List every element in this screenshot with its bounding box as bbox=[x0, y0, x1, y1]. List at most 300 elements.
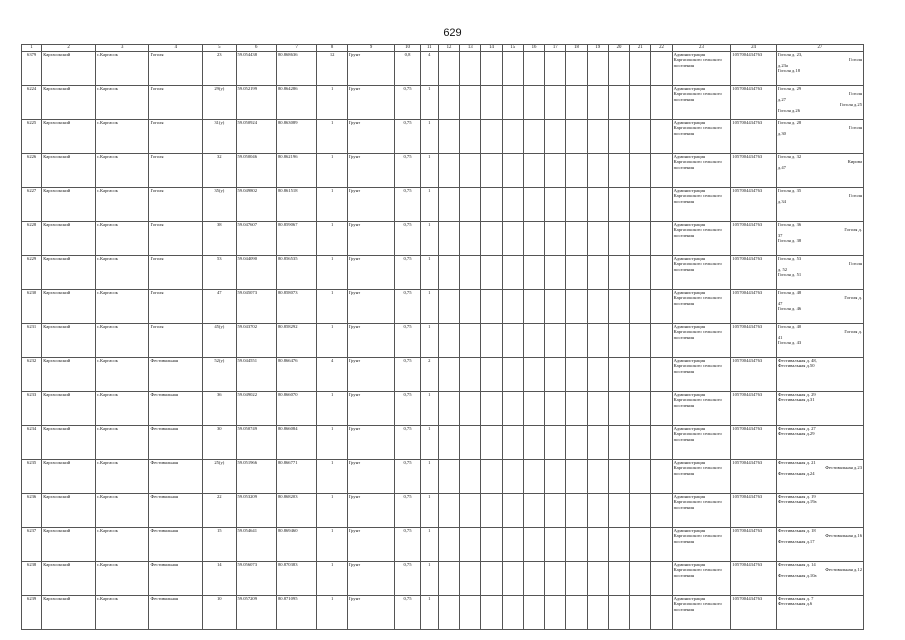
table-cell: 59.054438 bbox=[236, 52, 276, 86]
table-cell bbox=[438, 460, 459, 494]
table-cell: Фестивальная bbox=[149, 460, 203, 494]
column-header: 22 bbox=[651, 45, 672, 52]
address-line: Фестивальная д. 27 bbox=[777, 426, 816, 431]
table-cell bbox=[587, 460, 608, 494]
column-header: 10 bbox=[395, 45, 420, 52]
table-cell bbox=[460, 256, 481, 290]
table-cell bbox=[776, 86, 863, 120]
table-cell: Грунт bbox=[347, 562, 395, 596]
table-cell: 59.044090 bbox=[236, 256, 276, 290]
table-cell bbox=[502, 528, 523, 562]
table-cell bbox=[545, 188, 566, 222]
table-cell bbox=[776, 562, 863, 596]
table-cell bbox=[776, 154, 863, 188]
table-cell: 6224 bbox=[22, 86, 42, 120]
table-cell: Гоголя bbox=[149, 120, 203, 154]
table-cell bbox=[460, 494, 481, 528]
table-cell: Администрация Каргасокского сельского поселения bbox=[672, 392, 731, 426]
table-cell: 1 bbox=[420, 562, 438, 596]
table-row bbox=[22, 426, 864, 460]
table-cell: 10 bbox=[203, 596, 236, 630]
table-cell: 1 bbox=[317, 562, 347, 596]
table-row bbox=[22, 188, 864, 222]
table-cell bbox=[630, 256, 651, 290]
table-cell: 1057004434763 bbox=[731, 52, 777, 86]
table-cell bbox=[438, 188, 459, 222]
table-cell bbox=[776, 222, 863, 256]
column-header: 9 bbox=[347, 45, 395, 52]
table-cell bbox=[545, 460, 566, 494]
table-cell bbox=[438, 324, 459, 358]
table-cell bbox=[481, 528, 502, 562]
table-cell: 1 bbox=[420, 392, 438, 426]
table-cell: 1 bbox=[317, 86, 347, 120]
table-cell: 1 bbox=[317, 154, 347, 188]
table-cell bbox=[630, 528, 651, 562]
table-cell: 1057004434763 bbox=[731, 188, 777, 222]
table-cell bbox=[651, 188, 672, 222]
address-line: д.27 bbox=[777, 96, 786, 102]
table-cell bbox=[651, 596, 672, 630]
table-cell: с.Каргасок bbox=[95, 120, 149, 154]
table-cell: Грунт bbox=[347, 392, 395, 426]
table-cell bbox=[566, 256, 587, 290]
table-cell: 52(у) bbox=[203, 358, 236, 392]
table-cell bbox=[502, 120, 523, 154]
table-cell bbox=[776, 460, 863, 494]
table-cell bbox=[481, 426, 502, 460]
table-cell: 1057004434763 bbox=[731, 290, 777, 324]
column-header: 20 bbox=[608, 45, 629, 52]
table-cell bbox=[523, 494, 544, 528]
table-cell: 59.050924 bbox=[236, 120, 276, 154]
table-cell bbox=[608, 154, 629, 188]
table-cell: 6236 bbox=[22, 494, 42, 528]
table-cell bbox=[460, 426, 481, 460]
table-cell: 1 bbox=[420, 528, 438, 562]
table-cell bbox=[651, 324, 672, 358]
table-cell: Каргасокский bbox=[42, 188, 96, 222]
table-cell bbox=[651, 426, 672, 460]
table-cell: Каргасокский bbox=[42, 222, 96, 256]
table-cell bbox=[523, 324, 544, 358]
table-cell bbox=[566, 494, 587, 528]
table-cell bbox=[502, 460, 523, 494]
table-cell bbox=[481, 188, 502, 222]
table-cell bbox=[545, 256, 566, 290]
table-cell: 32 bbox=[203, 154, 236, 188]
address-line: Гоголя д. 29 bbox=[777, 86, 802, 91]
table-cell: 1 bbox=[420, 120, 438, 154]
table-cell bbox=[438, 52, 459, 86]
table-row bbox=[22, 460, 864, 494]
table-cell bbox=[608, 392, 629, 426]
table-cell: 1057004434763 bbox=[731, 120, 777, 154]
table-cell: 6233 bbox=[22, 392, 42, 426]
table-cell: Каргасокский bbox=[42, 494, 96, 528]
table-cell bbox=[587, 324, 608, 358]
address-line: Гоголя bbox=[849, 261, 862, 267]
table-cell: 6235 bbox=[22, 460, 42, 494]
column-header: 7 bbox=[276, 45, 316, 52]
table-cell bbox=[481, 222, 502, 256]
table-cell bbox=[523, 562, 544, 596]
table-cell: 1057004434763 bbox=[731, 154, 777, 188]
table-cell bbox=[587, 154, 608, 188]
table-cell bbox=[566, 290, 587, 324]
table-cell: 80.866771 bbox=[276, 460, 316, 494]
table-cell: Гоголя bbox=[149, 290, 203, 324]
table-cell: 1057004434763 bbox=[731, 392, 777, 426]
address-line: Гоголя д. 36 bbox=[777, 222, 802, 227]
table-cell: Администрация Каргасокского сельского поселения bbox=[672, 256, 731, 290]
table-cell: 59.049802 bbox=[236, 188, 276, 222]
table-cell bbox=[481, 460, 502, 494]
table-cell bbox=[776, 426, 863, 460]
table-cell bbox=[438, 426, 459, 460]
table-cell bbox=[481, 358, 502, 392]
table-cell: Администрация Каргасокского сельского поселения bbox=[672, 290, 731, 324]
table-cell: Каргасокский bbox=[42, 52, 96, 86]
table-cell bbox=[587, 494, 608, 528]
table-cell bbox=[630, 426, 651, 460]
table-cell bbox=[630, 324, 651, 358]
address-line: Гоголя д. 51 bbox=[777, 272, 802, 278]
table-cell: Администрация Каргасокского сельского поселения bbox=[672, 562, 731, 596]
table-cell bbox=[523, 392, 544, 426]
table-cell bbox=[587, 222, 608, 256]
table-cell: с.Каргасок bbox=[95, 222, 149, 256]
table-row bbox=[22, 528, 864, 562]
table-cell: с.Каргасок bbox=[95, 596, 149, 630]
table-cell: 59.043702 bbox=[236, 324, 276, 358]
table-cell bbox=[523, 460, 544, 494]
table-cell bbox=[651, 120, 672, 154]
table-cell bbox=[545, 494, 566, 528]
table-cell bbox=[460, 188, 481, 222]
table-cell bbox=[587, 120, 608, 154]
table-cell bbox=[630, 222, 651, 256]
table-cell: 1057004434763 bbox=[731, 426, 777, 460]
address-line: Гоголя д. 40 bbox=[777, 324, 802, 329]
table-cell bbox=[630, 188, 651, 222]
table-cell bbox=[438, 290, 459, 324]
table-cell: 80.866070 bbox=[276, 392, 316, 426]
column-header: 23 bbox=[672, 45, 731, 52]
table-cell bbox=[460, 324, 481, 358]
table-cell bbox=[438, 358, 459, 392]
table-cell bbox=[460, 528, 481, 562]
table-cell: 0,75 bbox=[395, 154, 420, 188]
table-cell bbox=[481, 154, 502, 188]
address-line: Фестивальная д.31 bbox=[777, 397, 815, 403]
table-cell bbox=[545, 86, 566, 120]
header-row bbox=[22, 45, 864, 52]
table-cell bbox=[502, 358, 523, 392]
table-cell bbox=[566, 528, 587, 562]
address-line: д.23а bbox=[777, 62, 788, 68]
table-row bbox=[22, 154, 864, 188]
table-cell bbox=[651, 460, 672, 494]
address-line: Гоголя bbox=[849, 57, 862, 63]
address-line: 37 bbox=[777, 232, 783, 238]
address-line: Фестивальная д. 19 bbox=[777, 494, 816, 499]
column-header: 14 bbox=[481, 45, 502, 52]
table-cell bbox=[438, 222, 459, 256]
table-cell: Администрация Каргасокского сельского поселения bbox=[672, 596, 731, 630]
table-cell bbox=[566, 460, 587, 494]
table-cell bbox=[502, 154, 523, 188]
table-cell bbox=[438, 392, 459, 426]
column-header: 19 bbox=[587, 45, 608, 52]
address-line: Фестивальная д.50 bbox=[777, 363, 815, 369]
column-header: 18 bbox=[566, 45, 587, 52]
table-cell: Грунт bbox=[347, 222, 395, 256]
table-cell bbox=[502, 562, 523, 596]
table-cell: 6237 bbox=[22, 528, 42, 562]
table-cell: 80.869460 bbox=[276, 528, 316, 562]
table-cell: с.Каргасок bbox=[95, 86, 149, 120]
table-row bbox=[22, 222, 864, 256]
table-cell bbox=[630, 52, 651, 86]
table-cell: 15 bbox=[203, 528, 236, 562]
table-cell bbox=[460, 86, 481, 120]
table-cell bbox=[566, 426, 587, 460]
table-row bbox=[22, 256, 864, 290]
address-line: Кирова bbox=[847, 159, 862, 165]
table-cell: с.Каргасок bbox=[95, 562, 149, 596]
table-cell bbox=[566, 562, 587, 596]
table-cell bbox=[566, 222, 587, 256]
table-cell: 6232 bbox=[22, 358, 42, 392]
table-cell: с.Каргасок bbox=[95, 52, 149, 86]
table-cell: 30 bbox=[203, 426, 236, 460]
table-cell bbox=[481, 596, 502, 630]
table-cell bbox=[630, 392, 651, 426]
table-cell bbox=[545, 596, 566, 630]
table-cell bbox=[776, 188, 863, 222]
table-cell: 59.047607 bbox=[236, 222, 276, 256]
table-cell: 1 bbox=[420, 494, 438, 528]
table-cell: 1 bbox=[317, 324, 347, 358]
table-cell bbox=[481, 290, 502, 324]
table-cell: 1 bbox=[317, 460, 347, 494]
table-cell bbox=[566, 358, 587, 392]
table-cell: 0,8 bbox=[395, 52, 420, 86]
table-cell: 0,75 bbox=[395, 256, 420, 290]
table-cell bbox=[523, 188, 544, 222]
table-cell: 0,75 bbox=[395, 460, 420, 494]
table-cell: с.Каргасок bbox=[95, 528, 149, 562]
table-cell bbox=[608, 86, 629, 120]
table-cell: 47 bbox=[203, 290, 236, 324]
table-cell: с.Каргасок bbox=[95, 392, 149, 426]
table-cell: 6229 bbox=[22, 256, 42, 290]
table-cell bbox=[608, 494, 629, 528]
table-cell bbox=[545, 528, 566, 562]
table-cell bbox=[545, 222, 566, 256]
table-cell bbox=[502, 324, 523, 358]
table-cell bbox=[460, 596, 481, 630]
table-cell: Администрация Каргасокского сельского поселения bbox=[672, 460, 731, 494]
table-cell bbox=[651, 154, 672, 188]
table-cell: Фестивальная bbox=[149, 426, 203, 460]
table-cell: 1 bbox=[317, 392, 347, 426]
table-cell bbox=[651, 52, 672, 86]
address-line: Гоголя д. 48 bbox=[777, 290, 802, 295]
table-cell: Администрация Каргасокского сельского поселения bbox=[672, 86, 731, 120]
table-cell: Грунт bbox=[347, 52, 395, 86]
table-cell: Каргасокский bbox=[42, 86, 96, 120]
table-cell bbox=[523, 528, 544, 562]
table-cell: 80.866476 bbox=[276, 358, 316, 392]
table-row bbox=[22, 86, 864, 120]
table-cell bbox=[651, 528, 672, 562]
table-cell: 80.868203 bbox=[276, 494, 316, 528]
table-row bbox=[22, 324, 864, 358]
table-cell bbox=[651, 86, 672, 120]
table-cell bbox=[438, 120, 459, 154]
table-cell: 80.858073 bbox=[276, 290, 316, 324]
table-cell bbox=[776, 494, 863, 528]
table-cell bbox=[608, 120, 629, 154]
column-header: 21 bbox=[630, 45, 651, 52]
address-line: Гоголя bbox=[849, 193, 862, 199]
table-cell bbox=[523, 52, 544, 86]
table-cell: Администрация Каргасокского сельского поселения bbox=[672, 494, 731, 528]
table-cell bbox=[438, 86, 459, 120]
table-cell: 1 bbox=[420, 596, 438, 630]
table-cell: Администрация Каргасокского сельского поселения bbox=[672, 120, 731, 154]
table-cell bbox=[776, 596, 863, 630]
table-cell bbox=[502, 494, 523, 528]
table-cell bbox=[523, 358, 544, 392]
table-cell bbox=[438, 494, 459, 528]
table-cell: 0,75 bbox=[395, 596, 420, 630]
table-row bbox=[22, 392, 864, 426]
table-cell: 6227 bbox=[22, 188, 42, 222]
table-cell: 80.870383 bbox=[276, 562, 316, 596]
address-line: Гоголя д. 35 bbox=[777, 188, 802, 193]
table-cell bbox=[608, 426, 629, 460]
table-cell: Администрация Каргасокского сельского поселения bbox=[672, 324, 731, 358]
address-line: Фестивальная д. 48, bbox=[777, 358, 817, 363]
table-cell bbox=[502, 52, 523, 86]
table-cell bbox=[587, 392, 608, 426]
table-cell: 1 bbox=[420, 222, 438, 256]
table-cell bbox=[460, 154, 481, 188]
address-line: Фестивальная д. 7 bbox=[777, 596, 814, 601]
table-cell: 6225 bbox=[22, 120, 42, 154]
table-row bbox=[22, 494, 864, 528]
table-cell: Администрация Каргасокского сельского поселения bbox=[672, 222, 731, 256]
column-header: 2 bbox=[42, 45, 96, 52]
address-line: Гоголя д. 32 bbox=[777, 154, 802, 159]
column-header: 1 bbox=[22, 45, 42, 52]
address-line: д.30 bbox=[777, 130, 786, 136]
table-cell: Грунт bbox=[347, 460, 395, 494]
address-line: Гоголя д. 43 bbox=[777, 340, 802, 346]
table-cell bbox=[460, 52, 481, 86]
table-cell: 36 bbox=[203, 392, 236, 426]
table-cell: 23 bbox=[203, 52, 236, 86]
table-cell bbox=[608, 460, 629, 494]
address-line: Гоголя д.18 bbox=[777, 68, 801, 74]
table-cell bbox=[481, 86, 502, 120]
page-number: 629 bbox=[443, 27, 462, 39]
table-cell: 59.052199 bbox=[236, 86, 276, 120]
address-line: Фестивальная д. 21 bbox=[777, 460, 816, 465]
address-line: Гоголя д. 38 bbox=[777, 238, 802, 244]
table-cell bbox=[566, 86, 587, 120]
table-cell bbox=[608, 188, 629, 222]
table-cell bbox=[587, 426, 608, 460]
address-line: Фестивальная д.12 bbox=[825, 567, 862, 573]
table-cell: 6239 bbox=[22, 596, 42, 630]
address-line: Гоголя д. 23, bbox=[777, 52, 803, 57]
table-cell bbox=[651, 392, 672, 426]
table-cell: 1057004434763 bbox=[731, 222, 777, 256]
table-cell: Фестивальная bbox=[149, 528, 203, 562]
table-cell bbox=[776, 290, 863, 324]
table-cell: Администрация Каргасокского сельского поселения bbox=[672, 52, 731, 86]
table-cell: Грунт bbox=[347, 528, 395, 562]
table-row bbox=[22, 562, 864, 596]
table-cell: 4 bbox=[317, 358, 347, 392]
table-cell: 1 bbox=[317, 494, 347, 528]
table-cell bbox=[502, 596, 523, 630]
table-cell bbox=[587, 596, 608, 630]
table-cell bbox=[545, 426, 566, 460]
table-cell bbox=[776, 120, 863, 154]
table-cell: 1 bbox=[317, 528, 347, 562]
table-cell: Грунт bbox=[347, 494, 395, 528]
table-cell bbox=[630, 494, 651, 528]
table-cell bbox=[545, 290, 566, 324]
table-cell: Каргасокский bbox=[42, 596, 96, 630]
table-cell: Каргасокский bbox=[42, 120, 96, 154]
table-cell: Каргасокский bbox=[42, 358, 96, 392]
table-cell bbox=[630, 596, 651, 630]
table-cell: 80.866084 bbox=[276, 426, 316, 460]
table-row bbox=[22, 120, 864, 154]
table-cell: 80.864286 bbox=[276, 86, 316, 120]
table-cell: Администрация Каргасокского сельского поселения bbox=[672, 188, 731, 222]
table-cell: Каргасокский bbox=[42, 562, 96, 596]
table-cell: Грунт bbox=[347, 86, 395, 120]
table-cell: Администрация Каргасокского сельского поселения bbox=[672, 358, 731, 392]
table-cell: Гоголя bbox=[149, 188, 203, 222]
table-cell bbox=[460, 290, 481, 324]
table-cell bbox=[545, 154, 566, 188]
table-cell bbox=[460, 120, 481, 154]
table-cell bbox=[630, 358, 651, 392]
column-header: 13 bbox=[460, 45, 481, 52]
column-header: 5 bbox=[203, 45, 236, 52]
table-cell: 0,75 bbox=[395, 222, 420, 256]
table-cell: 25(у) bbox=[203, 460, 236, 494]
table-cell bbox=[545, 392, 566, 426]
column-header: 12 bbox=[438, 45, 459, 52]
table-cell: 1 bbox=[317, 222, 347, 256]
table-cell bbox=[566, 52, 587, 86]
table-cell: 0,75 bbox=[395, 188, 420, 222]
table-cell: 1 bbox=[420, 86, 438, 120]
table-cell: 38 bbox=[203, 222, 236, 256]
table-cell bbox=[608, 596, 629, 630]
table-cell bbox=[523, 154, 544, 188]
table-cell: 0,75 bbox=[395, 290, 420, 324]
